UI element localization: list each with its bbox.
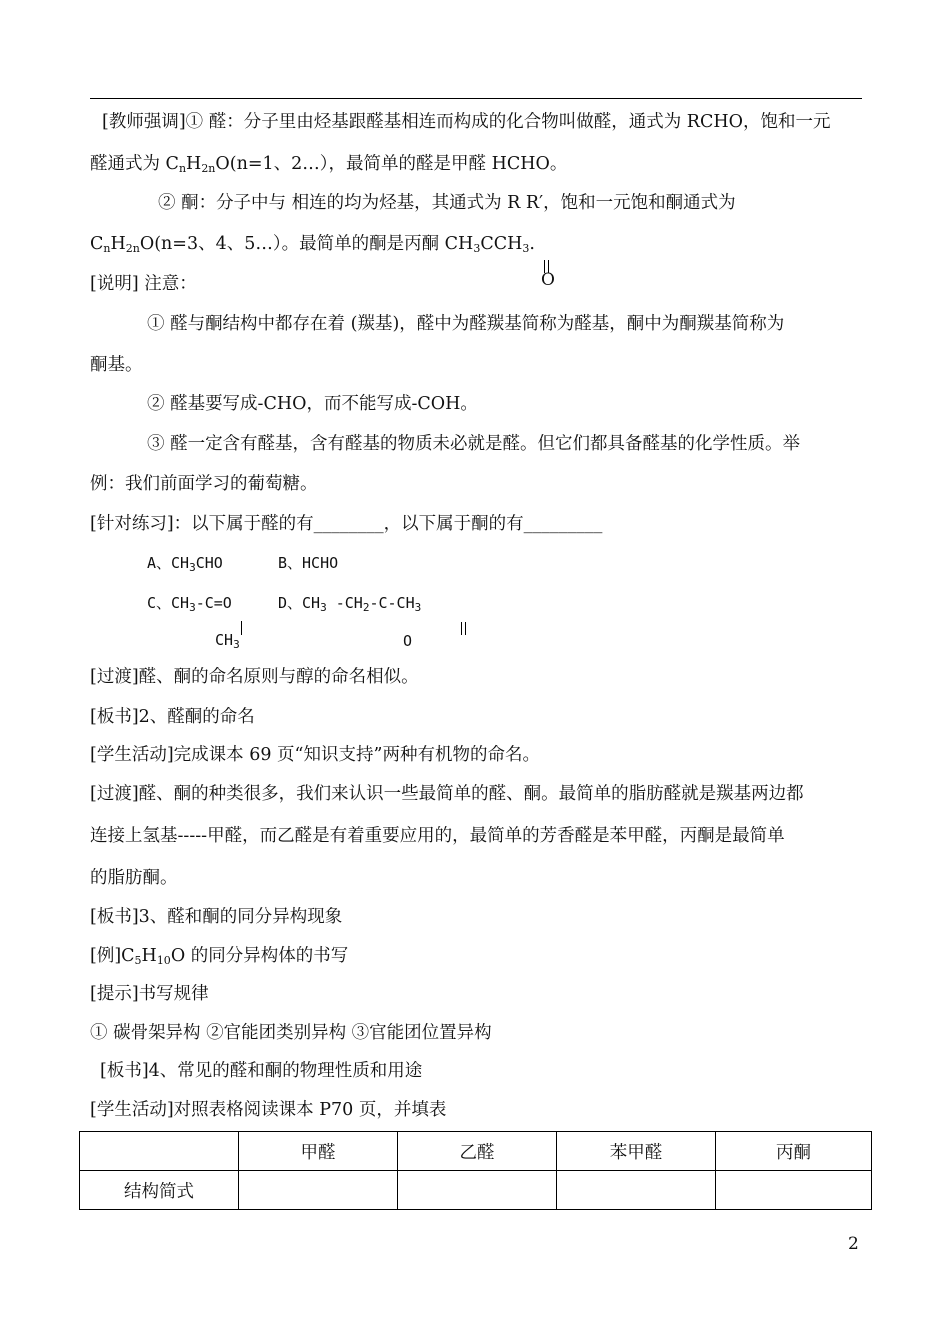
table-header-blank bbox=[80, 1132, 239, 1171]
option-a: A、$CH_3CHO$ bbox=[147, 554, 223, 574]
board-properties: [板书]4、常见的醛和酮的物理性质和用途 bbox=[100, 1061, 423, 1081]
single-bond-mark bbox=[241, 621, 242, 635]
exercise-prompt: [针对练习]：以下属于醛的有________，以下属于酮的有_________ bbox=[90, 514, 603, 534]
note-item-2: ② 醛基要写成-CHO，而不能写成-COH。 bbox=[147, 394, 478, 414]
teacher-emphasis-line1: [教师强调]① 醛：分子里由烃基跟醛基相连而构成的化合物叫做醛，通式为 RCHO，饱和一元 bbox=[102, 112, 831, 132]
transition-types-cont2: 的脂肪酮。 bbox=[90, 868, 178, 888]
transition-naming: [过渡]醛、酮的命名原则与醇的命名相似。 bbox=[90, 667, 419, 687]
note-item-1: ① 醛与酮结构中都存在着 (羰基)，醛中为醛羰基简称为醛基，酮中为酮羰基简称为 bbox=[147, 314, 785, 334]
table-cell[interactable] bbox=[716, 1171, 872, 1210]
table-row-label: 结构简式 bbox=[80, 1171, 239, 1210]
student-activity-naming: [学生活动]完成课本 69 页“知识支持”两种有机物的命名。 bbox=[90, 745, 540, 765]
board-naming: [板书]2、醛酮的命名 bbox=[90, 707, 255, 727]
option-c: C、$CH_3-C=O$ bbox=[147, 594, 232, 614]
carbonyl-oxygen: O bbox=[541, 270, 555, 290]
ketone-formula-line: CnH2nO(n=3、4、5…）。最简单的酮是丙酮 CH3CCH3. bbox=[90, 234, 535, 255]
transition-types: [过渡]醛、酮的种类很多，我们来认识一些最简单的醛、酮。最简单的脂肪醛就是羰基两边都 bbox=[90, 784, 804, 804]
table-row bbox=[80, 1171, 872, 1210]
note-heading: [说明] 注意： bbox=[90, 274, 197, 294]
table-header-cell: 甲醛 bbox=[239, 1132, 398, 1171]
table-header-row bbox=[80, 1132, 872, 1171]
aldehyde-formula-line: 醛通式为 CnH2nO(n=1、2…），最简单的醛是甲醛 HCHO。 bbox=[90, 154, 568, 175]
header-rule bbox=[90, 98, 862, 99]
option-b: B、HCHO bbox=[278, 554, 339, 572]
properties-table bbox=[79, 1131, 872, 1210]
isomer-types: ① 碳骨架异构 ②官能团类别异构 ③官能团位置异构 bbox=[90, 1023, 492, 1043]
table-cell[interactable] bbox=[398, 1171, 557, 1210]
option-d-oxygen: O bbox=[403, 632, 413, 650]
table-cell[interactable] bbox=[239, 1171, 398, 1210]
note-item-1-cont: 酮基。 bbox=[90, 355, 143, 375]
table-header-cell: 乙醛 bbox=[398, 1132, 557, 1171]
example-line: [例]C5H10O 的同分异构体的书写 bbox=[90, 946, 349, 967]
ketone-definition-line: ② 酮：分子中与 相连的均为烃基，其通式为 R R′，饱和一元饱和酮通式为 bbox=[158, 193, 736, 213]
option-c-methyl: $CH_3$ bbox=[215, 631, 240, 651]
note-item-3: ③ 醛一定含有醛基，含有醛基的物质未必就是醛。但它们都具备醛基的化学性质。举 bbox=[147, 434, 801, 454]
option-d: D、$CH_3$ $-CH_2-C-CH_3$ bbox=[278, 594, 422, 614]
note-item-3-cont: 例：我们前面学习的葡萄糖。 bbox=[90, 474, 318, 494]
table-header-cell: 丙酮 bbox=[716, 1132, 872, 1171]
transition-types-cont1: 连接上氢基-----甲醛，而乙醛是有着重要应用的，最简单的芳香醛是苯甲醛，丙酮是最简单 bbox=[90, 826, 785, 846]
hint-line: [提示]书写规律 bbox=[90, 984, 209, 1004]
option-d-double-bond bbox=[461, 622, 466, 635]
student-activity-table: [学生活动]对照表格阅读课本 P70 页，并填表 bbox=[90, 1100, 447, 1120]
board-isomerism: [板书]3、醛和酮的同分异构现象 bbox=[90, 907, 343, 927]
table-header-cell: 苯甲醛 bbox=[557, 1132, 716, 1171]
page-number: 2 bbox=[848, 1234, 859, 1254]
table-cell[interactable] bbox=[557, 1171, 716, 1210]
